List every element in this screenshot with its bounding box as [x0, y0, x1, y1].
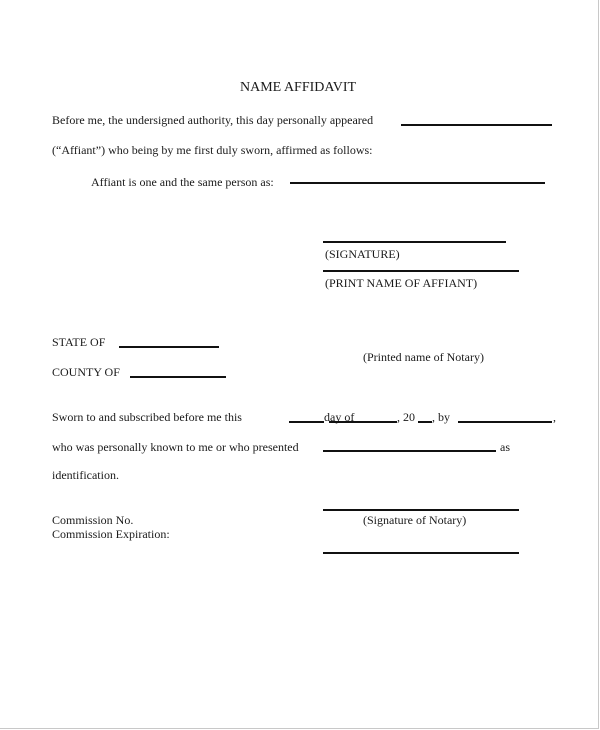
commission-expiration-label: Commission Expiration:	[52, 527, 170, 541]
day-of-word: day of	[324, 410, 355, 424]
commission-no-label: Commission No.	[52, 513, 134, 527]
printed-notary-blank[interactable]	[323, 552, 519, 554]
intro-line: Before me, the undersigned authority, this day personally appeared	[52, 113, 374, 127]
other-name-blank[interactable]	[290, 182, 545, 184]
notary-signature-label: (Signature of Notary)	[363, 513, 467, 527]
document-title: NAME AFFIDAVIT	[240, 80, 357, 95]
identification-word: identification.	[52, 468, 119, 482]
county-blank[interactable]	[130, 376, 226, 378]
state-label: STATE OF	[52, 335, 106, 349]
print-name-label: (PRINT NAME OF AFFIANT)	[325, 276, 478, 290]
signature-blank[interactable]	[323, 241, 506, 243]
affiant-line: (“Affiant”) who being by me first duly sworn, affirmed as follows:	[52, 143, 373, 157]
print-name-blank[interactable]	[323, 270, 519, 272]
known-line: who was personally known to me or who presented	[52, 440, 299, 454]
signature-label: (SIGNATURE)	[325, 247, 400, 261]
sworn-prefix: Sworn to and subscribed before me this	[52, 410, 242, 424]
by-word: , by	[432, 410, 450, 424]
county-label: COUNTY OF	[52, 365, 120, 379]
day-blank[interactable]	[289, 421, 324, 423]
by-name-blank[interactable]	[458, 421, 552, 423]
printed-notary-label: (Printed name of Notary)	[363, 350, 484, 364]
notary-signature-blank[interactable]	[323, 509, 519, 511]
same-person-line: Affiant is one and the same person as:	[91, 175, 274, 189]
state-blank[interactable]	[119, 346, 219, 348]
affiant-name-blank[interactable]	[401, 124, 552, 126]
identification-blank[interactable]	[323, 450, 496, 452]
as-word: as	[500, 440, 510, 454]
year-blank[interactable]	[418, 421, 432, 423]
year-prefix: , 20	[397, 410, 415, 424]
month-blank[interactable]	[329, 421, 397, 423]
trailing-comma: ,	[553, 410, 556, 424]
